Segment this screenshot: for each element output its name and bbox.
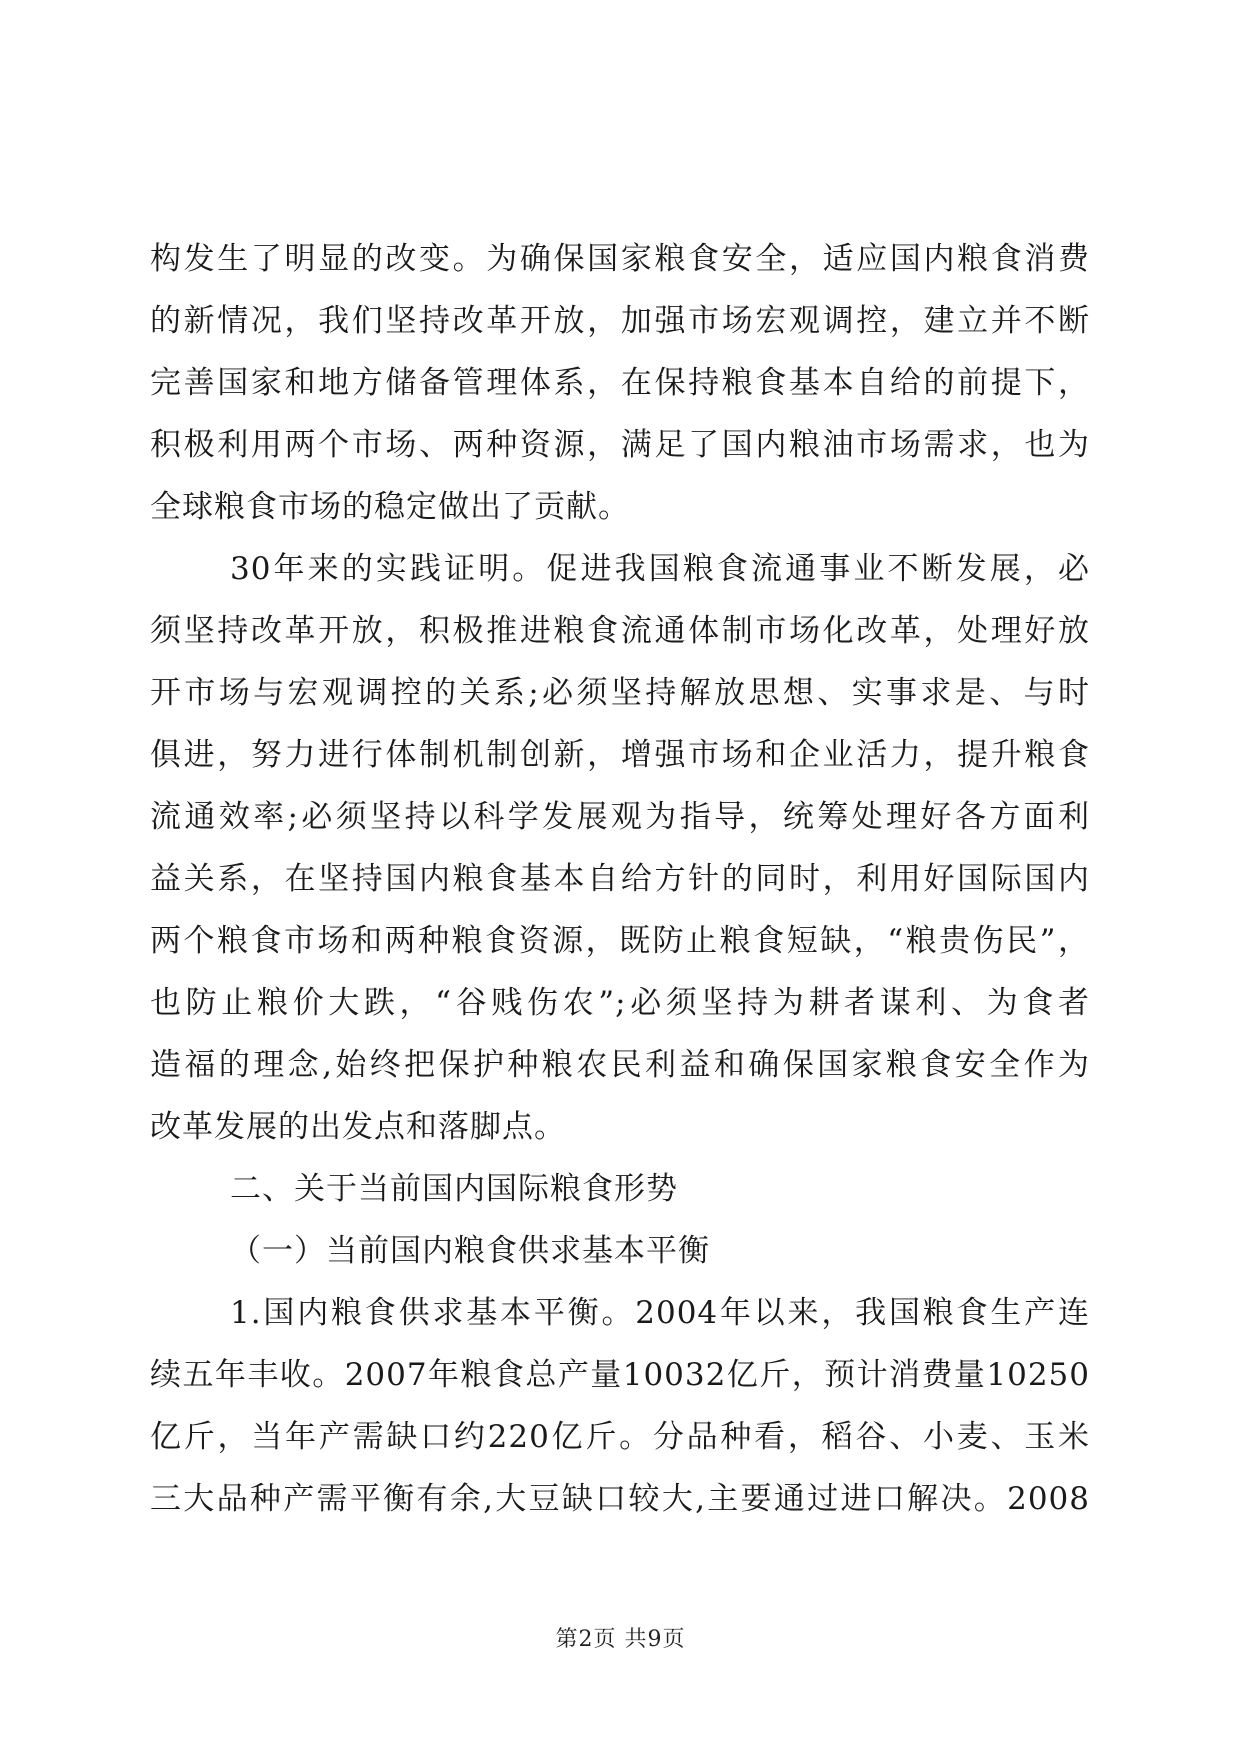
text-line: 俱进，努力进行体制机制创新，增强市场和企业活力，提升粮食 — [150, 737, 1090, 773]
section-heading: 二、关于当前国内国际粮食形势 — [230, 1171, 678, 1207]
text-line: 须坚持改革开放，积极推进粮食流通体制市场化改革，处理好放 — [150, 613, 1090, 649]
text-line: 造福的理念,始终把保护种粮农民利益和确保国家粮食安全作为 — [150, 1047, 1090, 1083]
text-line: 改革发展的出发点和落脚点。 — [150, 1109, 566, 1145]
page-number-footer: 第2页 共9页 — [555, 1627, 686, 1652]
paragraph-first-line: 30年来的实践证明。促进我国粮食流通事业不断发展，必 — [230, 551, 1090, 587]
subsection-heading: （一）当前国内粮食供求基本平衡 — [230, 1233, 710, 1269]
text-line: 全球粮食市场的稳定做出了贡献。 — [150, 489, 630, 525]
text-line: 三大品种产需平衡有余,大豆缺口较大,主要通过进口解决。2008 — [150, 1481, 1090, 1517]
text-line: 完善国家和地方储备管理体系，在保持粮食基本自给的前提下， — [150, 365, 1090, 401]
text-line: 也防止粮价大跌，“谷贱伤农”;必须坚持为耕者谋利、为食者 — [150, 985, 1090, 1021]
text-line: 开市场与宏观调控的关系;必须坚持解放思想、实事求是、与时 — [150, 675, 1090, 711]
text-line: 构发生了明显的改变。为确保国家粮食安全，适应国内粮食消费 — [150, 241, 1090, 277]
document-body — [150, 228, 1090, 1530]
text-line: 两个粮食市场和两种粮食资源，既防止粮食短缺，“粮贵伤民”， — [150, 923, 1090, 959]
text-line: 续五年丰收。2007年粮食总产量10032亿斤，预计消费量10250 — [150, 1357, 1090, 1393]
text-line: 益关系，在坚持国内粮食基本自给方针的同时，利用好国际国内 — [150, 861, 1090, 897]
paragraph-first-line: 1.国内粮食供求基本平衡。2004年以来，我国粮食生产连 — [230, 1295, 1090, 1331]
text-line: 流通效率;必须坚持以科学发展观为指导，统筹处理好各方面利 — [150, 799, 1090, 835]
text-line: 积极利用两个市场、两种资源，满足了国内粮油市场需求，也为 — [150, 427, 1090, 463]
text-line: 的新情况，我们坚持改革开放，加强市场宏观调控，建立并不断 — [150, 303, 1090, 339]
text-line: 亿斤，当年产需缺口约220亿斤。分品种看，稻谷、小麦、玉米 — [150, 1419, 1090, 1455]
